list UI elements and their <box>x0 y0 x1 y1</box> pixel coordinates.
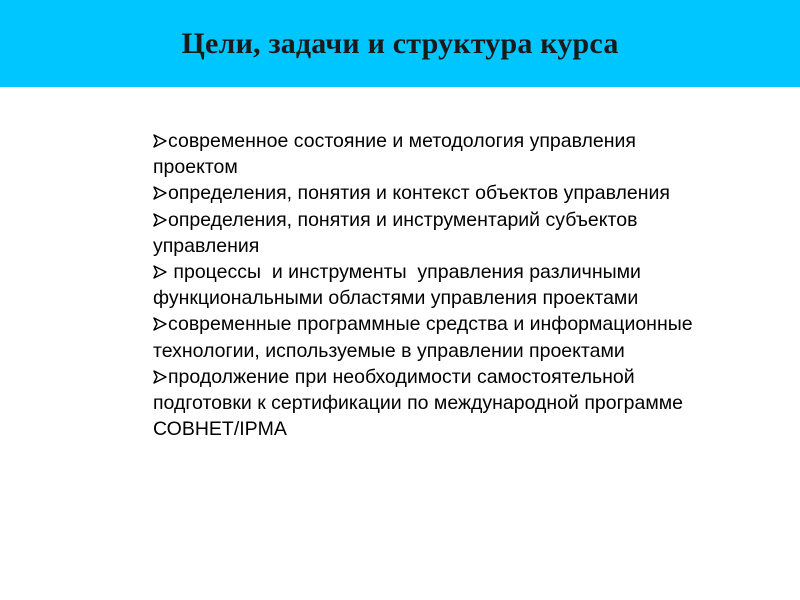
title-bar <box>0 0 800 87</box>
list-item <box>153 311 723 363</box>
content-area <box>153 128 723 442</box>
bullet-text: современные программные средства и информационные технологии, используемые в управлении проектами <box>153 313 693 362</box>
arrowhead-bullet-icon <box>153 370 167 384</box>
bullet-text: определения, понятия и контекст объектов управления <box>168 182 670 205</box>
list-item <box>153 207 723 259</box>
arrowhead-bullet-icon <box>153 265 167 279</box>
bullet-list <box>153 128 723 442</box>
arrowhead-bullet-icon <box>153 317 167 331</box>
arrowhead-bullet-icon <box>153 186 167 200</box>
bullet-text: продолжение при необходимости самостоятельной подготовки к сертификации по международной программе СОВНЕТ/IPMA <box>153 365 684 441</box>
bullet-text: процессы и инструменты управления различными функциональными областями управления проектами <box>153 261 647 310</box>
slide-title: Цели, задачи и структура курса <box>181 26 619 60</box>
list-item <box>153 364 723 443</box>
arrowhead-bullet-icon <box>153 134 167 148</box>
list-item <box>153 180 723 206</box>
list-item <box>153 259 723 311</box>
list-item <box>153 128 723 180</box>
bullet-text: современное состояние и методология управления проектом <box>153 130 636 179</box>
arrowhead-bullet-icon <box>153 213 167 227</box>
bullet-text: определения, понятия и инструментарий субъектов управления <box>153 208 638 257</box>
